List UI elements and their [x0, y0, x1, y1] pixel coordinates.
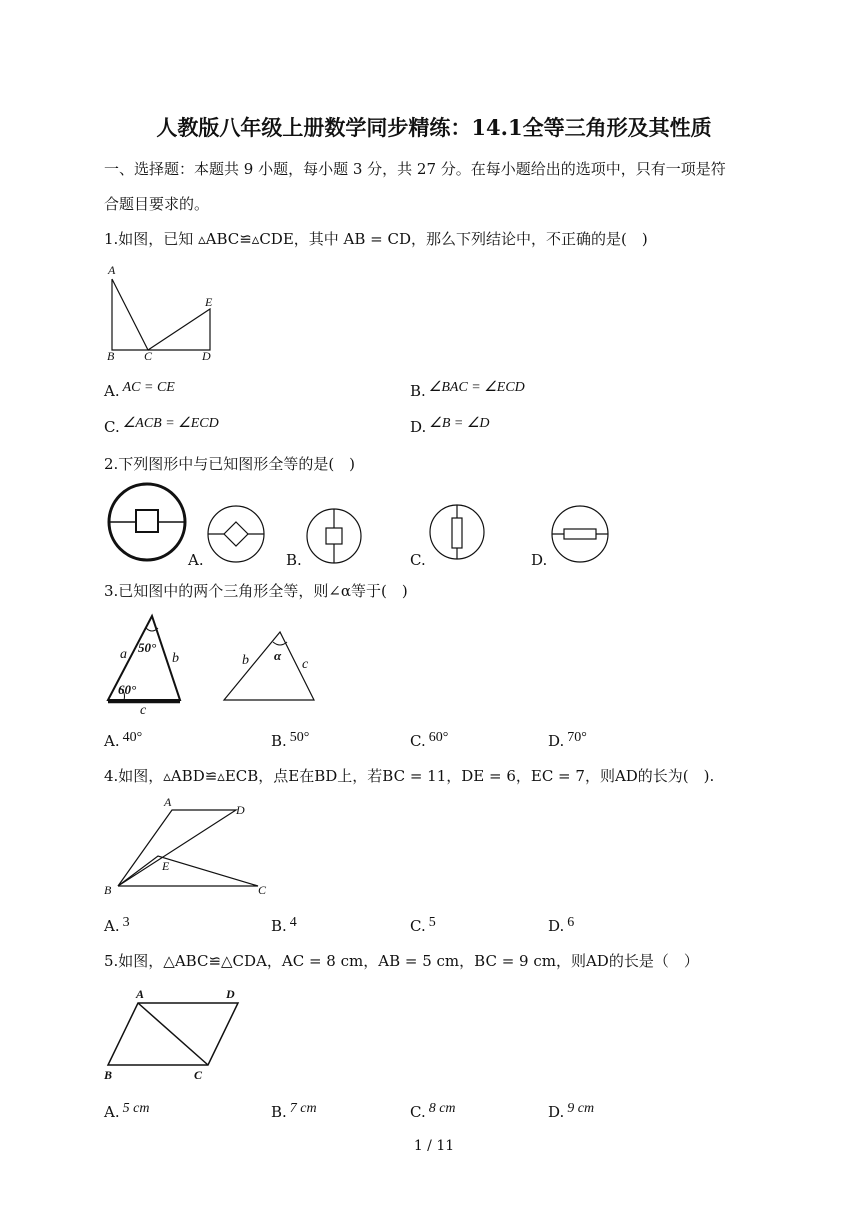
q3-option-c[interactable]: C. 60°	[410, 730, 449, 750]
q5-option-c[interactable]: C. 8 cm	[410, 1101, 456, 1121]
question-2-figures	[100, 482, 640, 568]
question-3-stem: 3.已知图中的两个三角形全等，则∠α等于( )	[104, 582, 408, 600]
q4-option-c[interactable]: C. 5	[410, 915, 436, 935]
fig3-alpha: α	[274, 648, 282, 663]
section-instructions-line1: 一、选择题：本题共 9 小题，每小题 3 分，共 27 分。在每小题给出的选项中，只有一项是符	[104, 160, 726, 178]
fig4-label-c: C	[258, 883, 267, 897]
fig3-label-c-right: c	[302, 657, 309, 672]
q3-option-d[interactable]: D. 70°	[548, 730, 587, 750]
fig5-label-d: D	[226, 987, 235, 1001]
fig3-angle-50: 50°	[138, 640, 157, 655]
fig3-label-c-left: c	[140, 703, 147, 716]
fig3-label-a: a	[120, 647, 127, 662]
q1-option-b[interactable]: B. ∠BAC = ∠ECD	[410, 380, 525, 400]
q2-option-a[interactable]: A.	[188, 551, 204, 569]
fig3-label-b-right: b	[242, 653, 249, 668]
question-5-figure	[100, 982, 250, 1082]
document-title: 人教版八年级上册数学同步精练：14.1全等三角形及其性质	[156, 115, 712, 140]
fig5-label-b: B	[104, 1068, 113, 1082]
question-4-figure	[100, 794, 280, 900]
question-2-stem: 2.下列图形中与已知图形全等的是( )	[104, 455, 356, 473]
fig1-label-b: B	[107, 349, 115, 363]
fig3-label-b-left: b	[172, 651, 179, 666]
question-1-stem: 1.如图，已知 ▵ABC≌▵CDE，其中 AB = CD，那么下列结论中，不正确的是( )	[104, 230, 648, 248]
q5-option-d[interactable]: D. 9 cm	[548, 1101, 595, 1121]
question-5-stem: 5.如图，△ABC≌△CDA，AC = 8 cm，AB = 5 cm，BC = 9 cm，则AD的长是（ ）	[104, 952, 699, 970]
q3-option-b[interactable]: B. 50°	[271, 730, 310, 750]
q4-option-a[interactable]: A. 3	[104, 915, 130, 935]
q2-option-b[interactable]: B.	[286, 551, 302, 569]
question-4-stem: 4.如图，▵ABD≌▵ECB，点E在BD上，若BC = 11，DE = 6，EC = 7，则AD的长为( ).	[104, 767, 715, 785]
fig3-angle-60: 60°	[118, 682, 137, 697]
fig5-label-c: C	[194, 1068, 203, 1082]
question-1-figure	[100, 262, 230, 364]
fig1-label-a: A	[108, 263, 116, 277]
fig4-label-e: E	[162, 859, 170, 873]
q5-option-b[interactable]: B. 7 cm	[271, 1101, 317, 1121]
q1-option-c[interactable]: C. ∠ACB = ∠ECD	[104, 416, 219, 436]
q4-option-d[interactable]: D. 6	[548, 915, 575, 935]
fig1-label-d: D	[202, 349, 211, 363]
q4-option-b[interactable]: B. 4	[271, 915, 297, 935]
fig4-label-a: A	[164, 795, 172, 809]
question-3-figure	[100, 608, 330, 716]
fig4-label-d: D	[236, 803, 245, 817]
q3-option-a[interactable]: A. 40°	[104, 730, 143, 750]
q2-option-d[interactable]: D.	[531, 551, 548, 569]
fig1-label-c: C	[144, 349, 153, 363]
fig1-label-e: E	[205, 295, 213, 309]
q5-option-a[interactable]: A. 5 cm	[104, 1101, 150, 1121]
q1-option-d[interactable]: D. ∠B = ∠D	[410, 416, 490, 436]
q1-option-a[interactable]: A. AC = CE	[104, 380, 175, 400]
fig4-label-b: B	[104, 883, 112, 897]
fig5-label-a: A	[136, 987, 145, 1001]
q2-option-c[interactable]: C.	[410, 551, 426, 569]
section-instructions-line2: 合题目要求的。	[104, 195, 210, 213]
page-number: 1 / 11	[413, 1138, 455, 1154]
